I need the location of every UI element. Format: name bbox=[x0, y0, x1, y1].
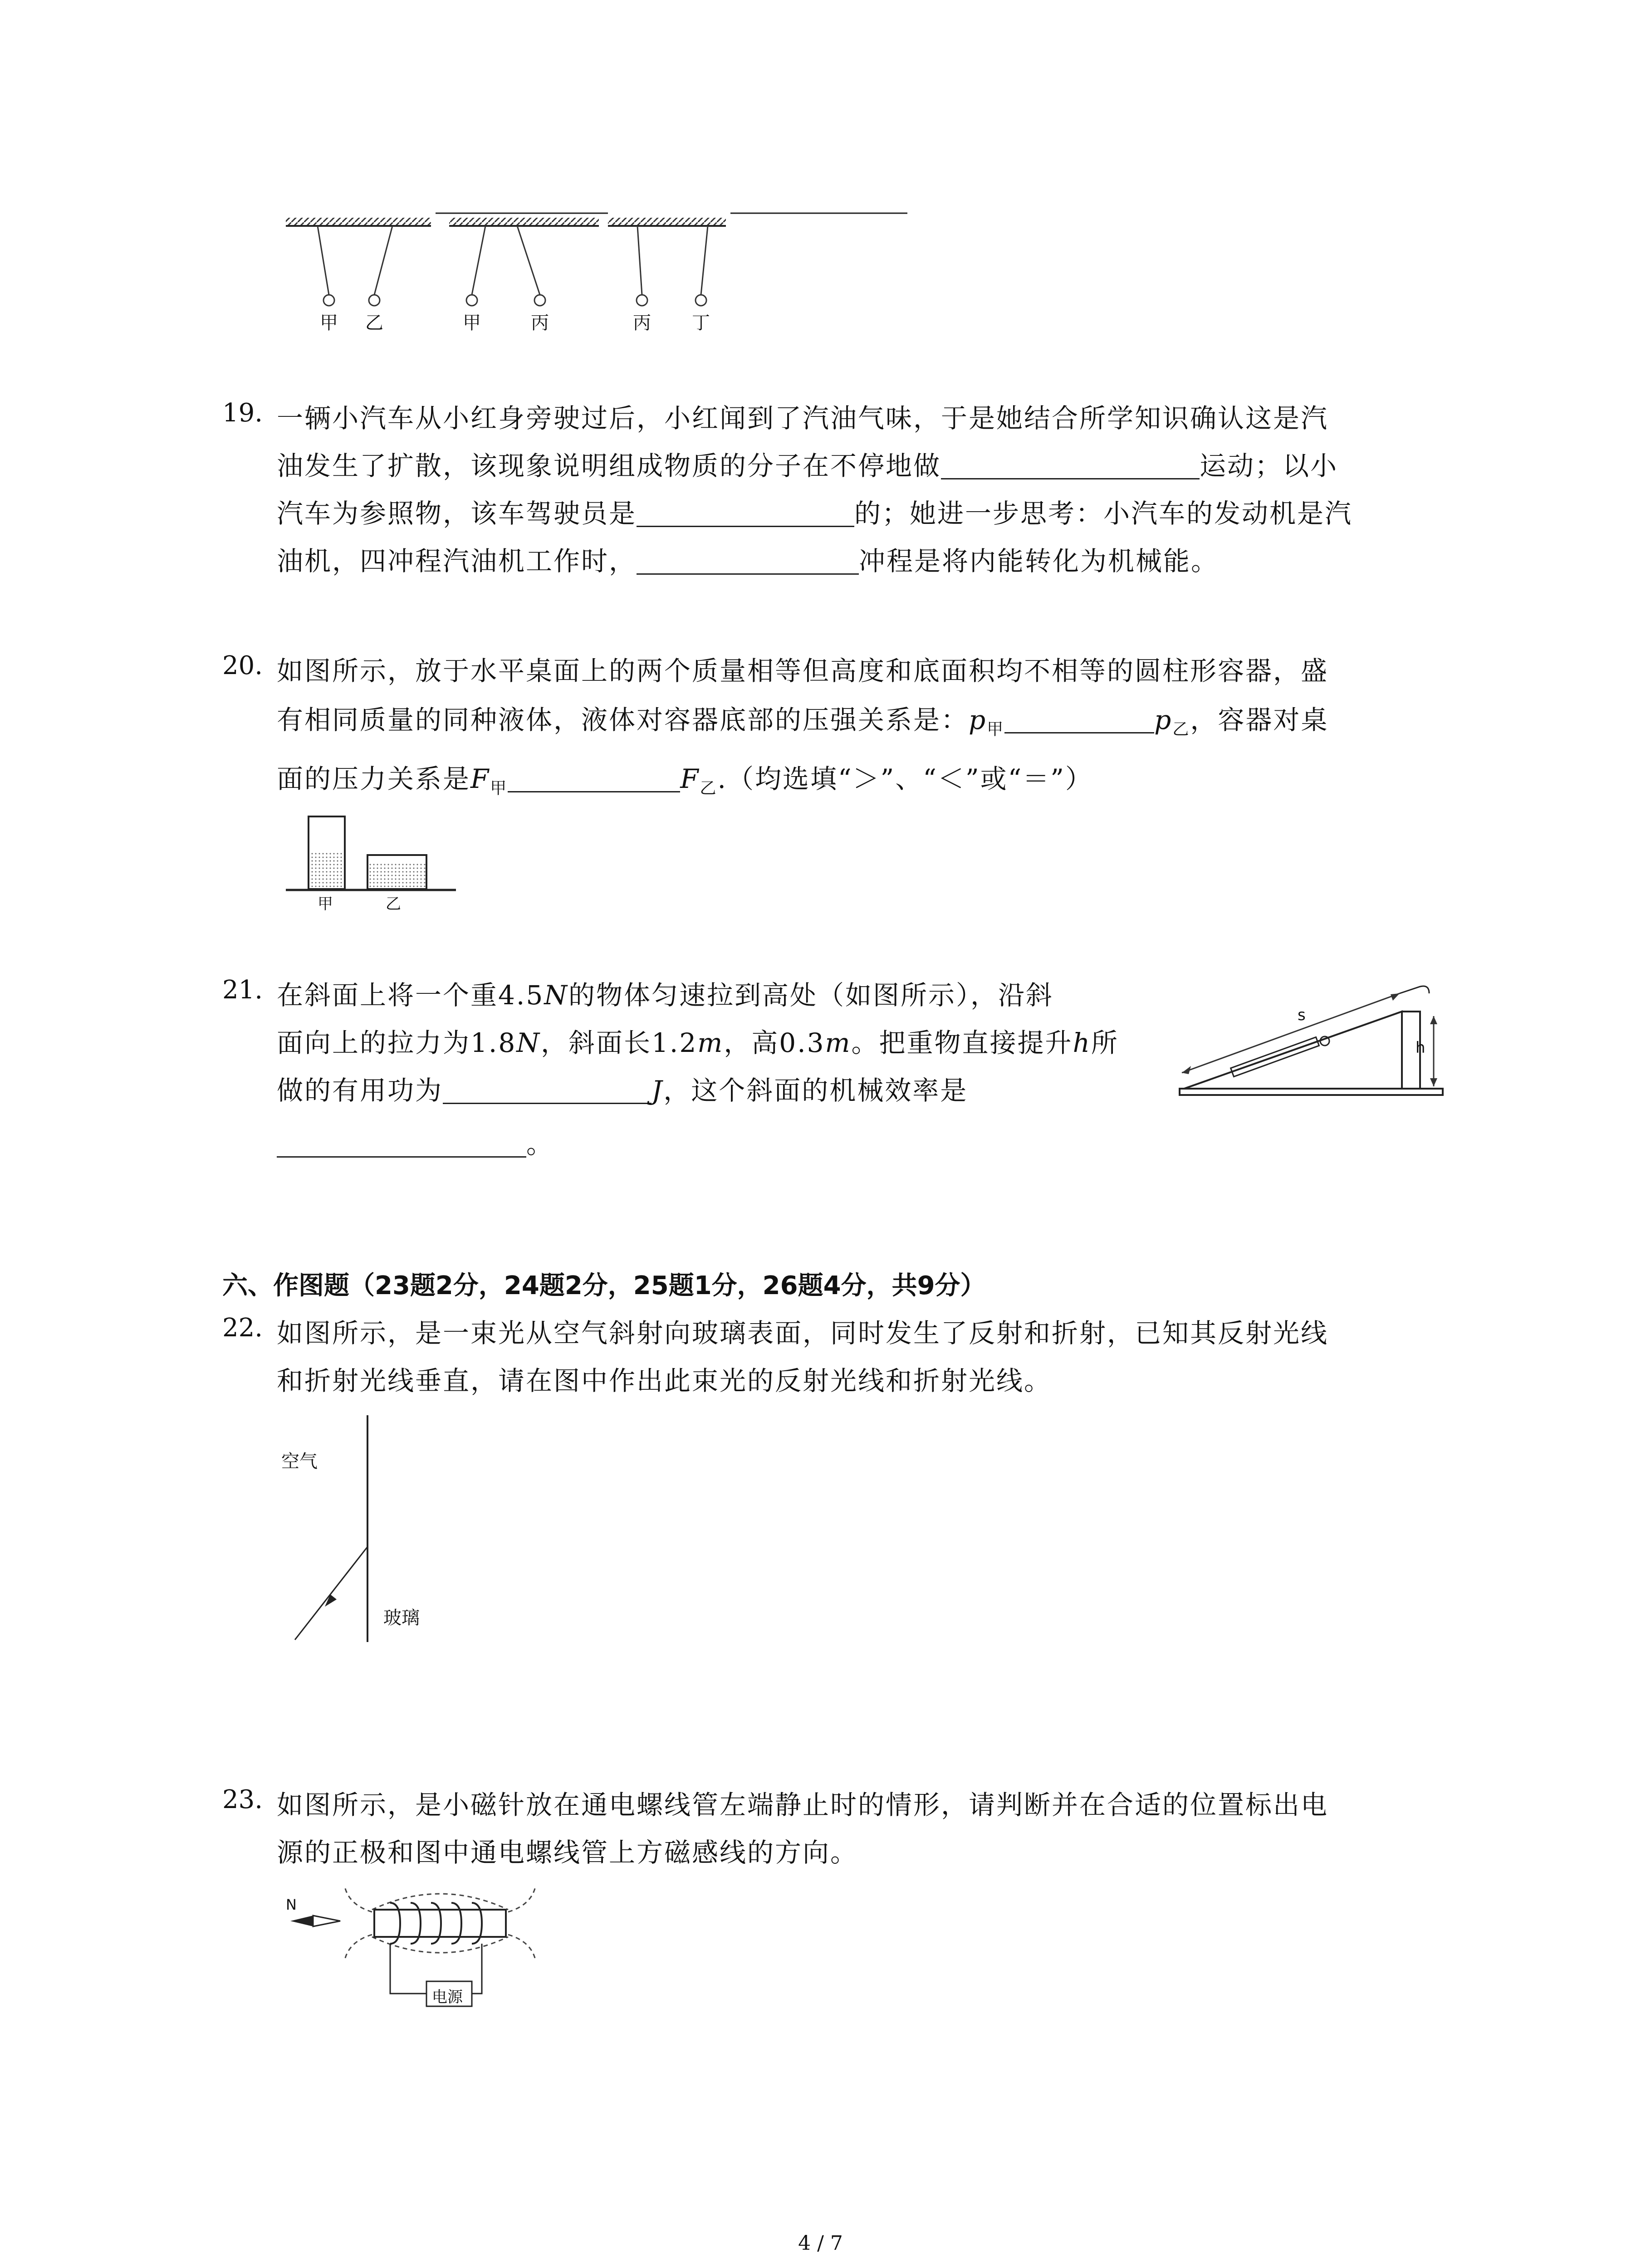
q22-line1 bbox=[277, 1312, 1328, 1350]
q19-blank-1[interactable] bbox=[941, 451, 1200, 479]
q21-line1 bbox=[277, 974, 1053, 1012]
q21-length: 1.2 bbox=[652, 1027, 698, 1058]
q23-line2 bbox=[277, 1831, 858, 1869]
ball-label-3: 甲 bbox=[463, 313, 481, 333]
q20-p1: p bbox=[969, 704, 987, 735]
q19-number: 19. bbox=[222, 398, 263, 428]
container-label-jia: 甲 bbox=[318, 895, 333, 913]
q21-text-2e: 所 bbox=[1091, 1027, 1119, 1058]
q20-text-1: 如图所示，放于水平桌面上的两个质量相等但高度和底面积均不相等的圆柱形容器，盛 bbox=[277, 655, 1329, 686]
q21-text-3b: ，这个斜面的机械效率是 bbox=[663, 1075, 968, 1106]
q22-number: 22. bbox=[222, 1313, 263, 1343]
q19-text-4b: 冲程是将内能转化为机械能。 bbox=[859, 546, 1219, 577]
q21-force: 1.8 bbox=[470, 1027, 517, 1058]
q20-p2-sub: 乙 bbox=[1172, 720, 1190, 739]
q20-line1 bbox=[277, 650, 1328, 688]
q23-number: 23. bbox=[222, 1785, 263, 1814]
q20-f1-sub: 甲 bbox=[490, 779, 508, 798]
q21-incline-figure bbox=[1175, 975, 1456, 1111]
ball-label-4: 丙 bbox=[531, 313, 549, 333]
q21-text-1a: 在斜面上将一个重 bbox=[277, 980, 499, 1011]
q21-blank-2[interactable] bbox=[277, 1129, 526, 1158]
q19-blank-3[interactable] bbox=[637, 546, 859, 575]
q19-text-2a: 油发生了扩散，该现象说明组成物质的分子在不停地做 bbox=[277, 450, 941, 481]
q20-blank-1[interactable] bbox=[1004, 705, 1154, 733]
q23-text-2: 源的正极和图中通电螺线管上方磁感线的方向。 bbox=[277, 1837, 858, 1868]
q19-blank-2[interactable] bbox=[637, 499, 854, 527]
q21-blank-1[interactable] bbox=[443, 1075, 652, 1104]
q20-text-3b: .（均选填“＞”、“＜”或“＝”） bbox=[717, 763, 1093, 794]
q20-text-2a: 有相同质量的同种液体，液体对容器底部的压强关系是： bbox=[277, 704, 969, 735]
q22-text-2: 和折射光线垂直，请在图中作出此束光的反射光线和折射光线。 bbox=[277, 1365, 1052, 1396]
q19-text-1: 一辆小汽车从小红身旁驶过后，小红闻到了汽油气味，于是她结合所学知识确认这是汽 bbox=[277, 403, 1329, 434]
q20-f1: F bbox=[470, 763, 490, 794]
q20-line2 bbox=[277, 699, 1328, 740]
q21-force-unit: N bbox=[516, 1027, 541, 1058]
q21-height: 0.3 bbox=[779, 1027, 825, 1058]
q20-text-3a: 面的压力关系是 bbox=[277, 763, 471, 794]
glass-label: 玻璃 bbox=[383, 1608, 420, 1628]
q20-blank-2[interactable] bbox=[508, 764, 680, 792]
page-number: 4 / 7 bbox=[798, 2232, 843, 2255]
ball-label-6: 丁 bbox=[692, 313, 710, 333]
q21-text-3a: 做的有用功为 bbox=[277, 1075, 443, 1106]
q21-line3 bbox=[277, 1069, 968, 1107]
q20-p2: p bbox=[1154, 704, 1173, 735]
q19-line3 bbox=[277, 492, 1352, 530]
q21-text-2d: 。把重物直接提升 bbox=[851, 1027, 1073, 1058]
power-supply-label: 电源 bbox=[432, 1988, 463, 2006]
q20-line3 bbox=[277, 758, 1093, 799]
q19-text-4a: 油机，四冲程汽油机工作时， bbox=[277, 546, 637, 577]
q19-line2 bbox=[277, 445, 1338, 483]
container-label-yi: 乙 bbox=[386, 895, 401, 913]
q22-line2 bbox=[277, 1359, 1052, 1398]
q21-length-unit: m bbox=[697, 1027, 724, 1058]
ball-label-1: 甲 bbox=[320, 313, 338, 333]
q23-text-1: 如图所示，是小磁针放在通电螺线管左端静止时的情形，请判断并在合适的位置标出电 bbox=[277, 1789, 1329, 1820]
q20-number: 20. bbox=[222, 651, 263, 680]
q23-line1 bbox=[277, 1784, 1328, 1822]
q20-f2-sub: 乙 bbox=[700, 779, 718, 798]
q21-height-unit: m bbox=[825, 1027, 852, 1058]
q21-text-2a: 面向上的拉力为 bbox=[277, 1027, 471, 1058]
q19-line4 bbox=[277, 540, 1219, 578]
q20-text-2b: ，容器对桌 bbox=[1190, 704, 1329, 735]
ball-label-5: 丙 bbox=[633, 313, 651, 333]
q21-text-2c: ，高 bbox=[724, 1027, 779, 1058]
ball-label-2: 乙 bbox=[365, 313, 383, 333]
q19-text-3a: 汽车为参照物，该车驾驶员是 bbox=[277, 498, 637, 529]
q21-weight: 4.5 bbox=[498, 980, 544, 1011]
q19-line1 bbox=[277, 397, 1328, 435]
q19-text-2b: 运动；以小 bbox=[1200, 450, 1338, 481]
q22-text-1: 如图所示，是一束光从空气斜射向玻璃表面，同时发生了反射和折射，已知其反射光线 bbox=[277, 1318, 1329, 1349]
q20-figure bbox=[281, 812, 463, 903]
air-label: 空气 bbox=[281, 1451, 318, 1472]
q21-line2 bbox=[277, 1022, 1119, 1060]
q21-text-4: 。 bbox=[526, 1129, 554, 1159]
incline-h-label: h bbox=[1416, 1039, 1425, 1057]
q21-text-1b: 的物体匀速拉到高处（如图所示），沿斜 bbox=[568, 980, 1054, 1011]
q21-joule-unit: J bbox=[652, 1075, 664, 1106]
q21-number: 21. bbox=[222, 975, 263, 1005]
incline-s-label: s bbox=[1298, 1006, 1306, 1024]
q20-p1-sub: 甲 bbox=[987, 720, 1005, 739]
q21-h-symbol: h bbox=[1073, 1027, 1091, 1058]
compass-n-label: N bbox=[286, 1896, 297, 1913]
q19-text-3b: 的；她进一步思考：小汽车的发动机是汽 bbox=[854, 498, 1353, 529]
q21-weight-unit: N bbox=[544, 980, 569, 1011]
q20-f2: F bbox=[680, 763, 700, 794]
q21-line4 bbox=[277, 1123, 554, 1161]
section-6-title: 六、作图题（23题2分，24题2分，25题1分，26题4分，共9分） bbox=[222, 1271, 986, 1300]
q21-text-2b: ，斜面长 bbox=[541, 1027, 652, 1058]
